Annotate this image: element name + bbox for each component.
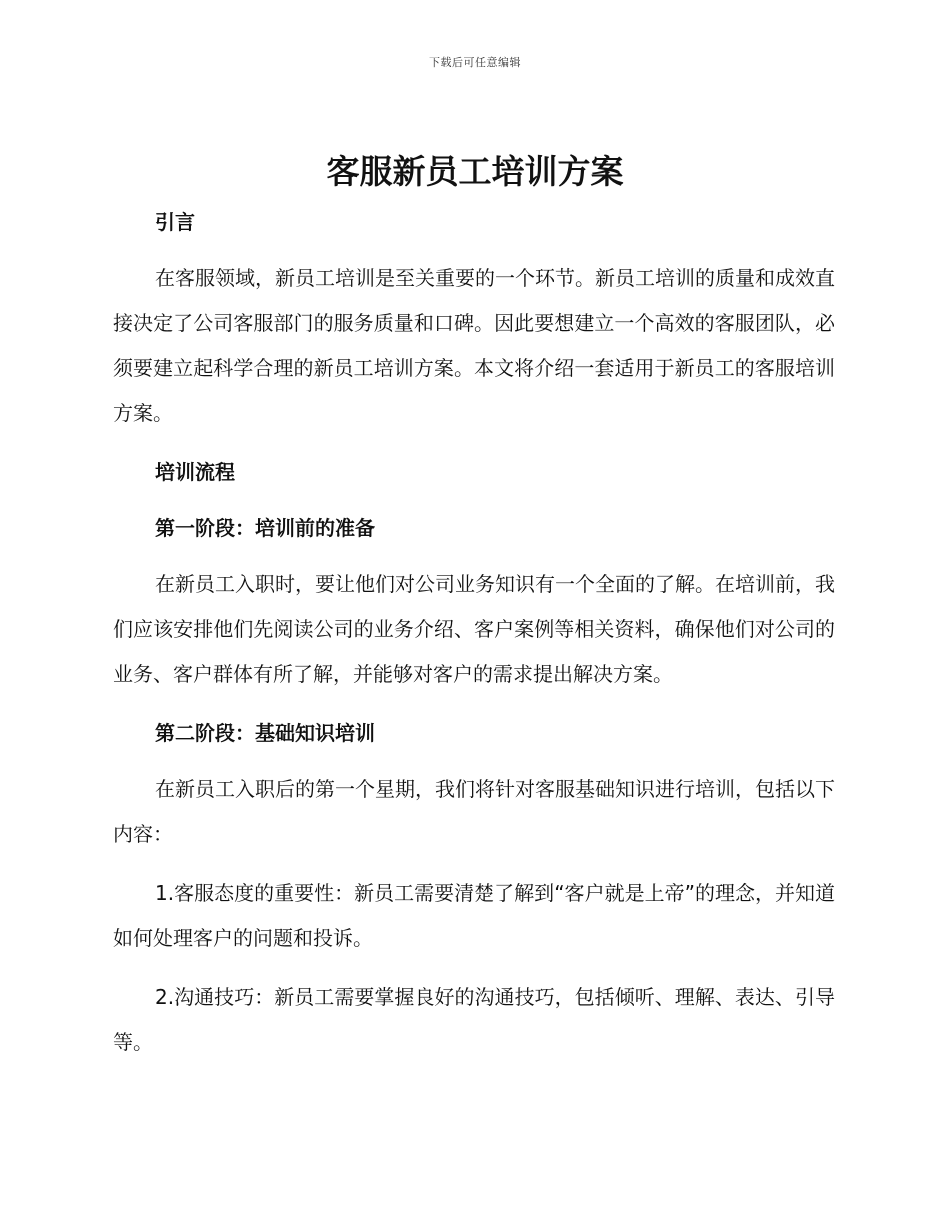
list-item-2: 2.沟通技巧：新员工需要掌握良好的沟通技巧，包括倾听、理解、表达、引导等。	[113, 985, 835, 1054]
paragraph-stage1: 在新员工入职时，要让他们对公司业务知识有一个全面的了解。在培训前，我们应该安排他们先阅读公司的业务介绍、客户案例等相关资料，确保他们对公司的业务、客户群体有所了解，并能够对客户的需求提出解决方案。	[113, 572, 835, 686]
paragraph-intro: 在客服领域，新员工培训是至关重要的一个环节。新员工培训的质量和成效直接决定了公司客服部门的服务质量和口碑。因此要想建立一个高效的客服团队，必须要建立起科学合理的新员工培训方案。本文将介绍一套适用于新员工的客服培训方案。	[113, 266, 835, 425]
section-heading-stage1: 第一阶段：培训前的准备	[155, 516, 375, 540]
document-body	[113, 200, 835, 1065]
page-header: 下载后可任意编辑	[429, 56, 521, 69]
section-heading-process: 培训流程	[155, 460, 235, 484]
document-title: 客服新员工培训方案	[326, 152, 624, 191]
paragraph-stage2: 在新员工入职后的第一个星期，我们将针对客服基础知识进行培训，包括以下内容：	[113, 777, 835, 846]
list-item-1: 1.客服态度的重要性：新员工需要清楚了解到“客户就是上帝”的理念，并知道如何处理客户的问题和投诉。	[113, 881, 835, 950]
section-heading-stage2: 第二阶段：基础知识培训	[155, 721, 375, 745]
section-heading-intro: 引言	[155, 210, 195, 234]
